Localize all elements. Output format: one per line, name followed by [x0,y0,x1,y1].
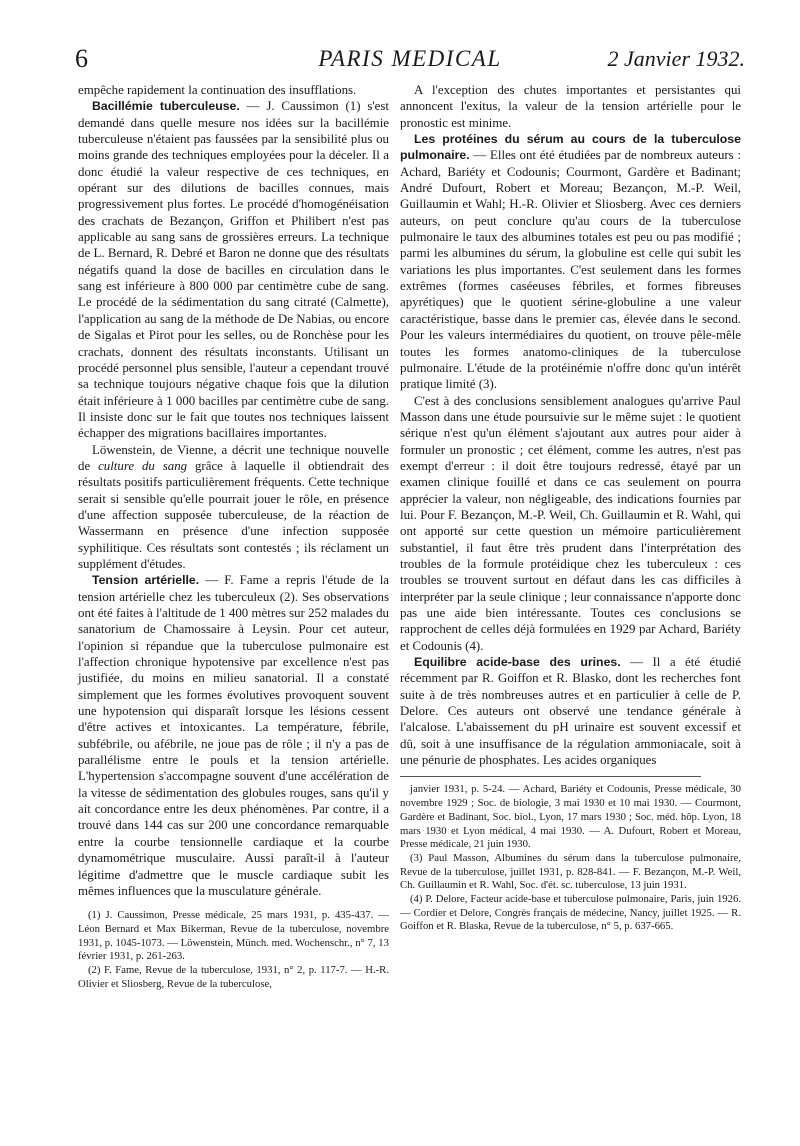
section-heading-tension: Tension artérielle. [92,573,200,588]
right-column [400,82,741,934]
lowenstein-emphasis: culture du sang [98,458,188,473]
footnotes-left [78,909,389,991]
lowenstein-text-a: Löwenstein, de Vienne, a décrit une technique nouvelle de [78,442,389,473]
footnote-1: (1) J. Caussimon, Presse médicale, 25 mars 1931, p. 435-437. — Léon Bernard et Max Bikerman, Revue de la tuberculose, novembre 1931, p. 1045-1073. — Löwenstein, Münch. med. Wochenschr., n° 7, 13 février 1931, p. 261-263. [78,909,389,963]
equilibre-paragraph [400,654,741,768]
journal-title: PARIS MEDICAL [318,46,502,71]
proteines-paragraph [400,131,741,393]
issue-date: 2 Janvier 1932. [607,46,745,71]
masson-paragraph: C'est à des conclusions sensiblement analogues qu'arrive Paul Masson dans une étude poursuivie sur le même sujet : le quotient sérique n'est qu'un élément s'ajoutant aux autres pour aider à formuler un pronostic ; cet élément, comme les autres, n'est pas exempt d'erreur : il doit être toujours redressé, étayé par un examen clinique fouillé et dans ce cas seulement on pourra apprécier la valeur, non négligeable, des indications fournies par lui. Pour F. Bezançon, M.-P. Weil, Ch. Guillaumin et R. Wahl, qui ont apporté sur cette question un mémoire particulièrement substantiel, il faut être très prudent dans l'interprétation des troubles de la formule protéidique chez les tuberculeux : ces troubles se trouvent surtout en défaut dans les cas difficiles à interpréter par la seule clinique ; leur connaissance n'apporte donc pas une aide bien intéressante. Toutes ces conclusions se rapprochent de celles déjà formulées en 1929 par Achard, Bariéty et Codounis (4). [400,393,741,653]
section-heading-proteines: Les protéines du sérum au cours de la tuberculose pulmonaire. [400,132,741,163]
running-header [75,44,745,84]
pronostic-paragraph: A l'exception des chutes importantes et persistantes qui annoncent l'exitus, la valeur de la tension artérielle pour le pronostic est minime. [400,83,741,130]
footnote-4: (4) P. Delore, Facteur acide-base et tuberculose pulmonaire, Paris, juin 1926. — Cordier et Delore, Congrès français de médecine, Nancy, juillet 1925. — R. Goiffon et R. Blaska, Revue de la tuberculose, n° 5, p. 637-665. [400,893,741,933]
footnote-3: (3) Paul Masson, Albumines du sérum dans la tuberculose pulmonaire, Revue de la tuberculose, juillet 1931, p. 828-841. — F. Bezançon, M.-P. Weil, Ch. Guillaumin et R. Wahl, Soc. d'ét. sc. tuberculose, 13 juin 1931. [400,851,741,892]
bacillemie-paragraph [78,98,389,441]
footnotes-right [400,783,741,934]
lowenstein-text-b: grâce à laquelle il obtiendrait des résultats positifs particulièrement fréquents. Cette technique serait si sensible qu'elle pourrait jouer le rôle, en présence d'une affection supposée tuberculeuse, de la réaction de Wassermann en présence d'une infection supposée syphilitique. Ces résultats sont contestés ; ils réclament un supplément d'études. [78,458,390,571]
bacillemie-text: — J. Caussimon (1) s'est demandé dans quelle mesure nos idées sur la bacillémie tuberculeuse n'étaient pas faussées par la sensibilité plus ou moins grande des techniques employées pour la déceler. Il a donc étudié la valeur respective de ces techniques, en opérant sur des dilutions de bacilles connues, mais progressivement plus fortes. Le procédé d'homogénéisation des crachats de Bezançon, Griffon et Philibert n'est pas applicable au sang sans de grossières erreurs. La technique de L. Bernard, R. Debré et Baron ne donne que des résultats négatifs quand la dose de bacilles en circulation dans le sang est inférieure à 800 000 par centimètre cube de sang. Le procédé de la sédimentation du sang citraté (Calmette), l'application au sang de la méthode de De Nabias, ou encore de Sigalas et Pirot pour les selles, ou de Ronchèse pour les crachats, donnent des résultats inconstants. Utilisant un procédé personnel plus sensible, l'auteur a cependant trouvé sa technique toujours négative chaque fois que la dilution était inférieure à 1 000 bacilles par centimètre cube de sang. Il insiste donc sur le fait que toutes nos techniques laissent échapper des migrations bacillaires importantes. [78,99,389,441]
section-heading-bacillemie: Bacillémie tuberculeuse. [92,99,240,114]
left-column [78,82,389,991]
footnote-2: (2) F. Fame, Revue de la tuberculose, 1931, n° 2, p. 117-7. — H.-R. Olivier et Sliosberg, Revue de la tuberculose, [78,964,389,990]
continued-paragraph: empêche rapidement la continuation des insufflations. [78,83,357,97]
tension-paragraph [78,572,389,899]
page-number: 6 [75,44,88,73]
proteines-text: — Elles ont été étudiées par de nombreux auteurs : Achard, Bariéty et Codounis; Courmont, Gardère et Badinant; André Dufourt, Robert et Moreau; Bezançon, M.-P. Weil, Guillaumin et Wahl; H.-R. Olivier et Sliosberg. Avec ces derniers auteurs, on peut conclure qu'au cours de la tuberculose pulmonaire le taux des albumines totales est peu ou pas modifié ; parmi les albumines du sérum, la globuline est celle qui subit les variations les plus importantes. C'est seulement dans les formes extrêmes (formes caséeuses fébriles, et formes fibreuses apyrétiques) que le quotient sérine-globuline a une valeur caractéristique, basse dans le premier cas, élevée dans le second. Pour les valeurs intermédiaires du quotient, on trouve pêle-mêle toutes les formes anatomo-cliniques de la tuberculose pulmonaire. L'étude de la protéinémie n'offre donc qu'un intérêt pratique limité (3). [400,148,741,392]
footnote-divider [400,776,701,777]
section-heading-equilibre: Equilibre acide-base des urines. [414,655,621,670]
lowenstein-paragraph [78,442,389,573]
equilibre-text: — Il a été étudié récemment par R. Goiffon et R. Blasko, dont les recherches font suite à de très nombreuses autres et en particulier à celle de P. Delore. Ces auteurs ont observé une tendance générale à l'alcalose. L'abaissement du pH urinaire est souvent excessif et dû, soit à une insuffisance de la régulation ammoniacale, soit à une pénurie de phosphates. Les acides organiques [400,655,742,768]
footnote-continuation: janvier 1931, p. 5-24. — Achard, Bariéty et Codounis, Presse médicale, 30 novembre 1929 ; Soc. de biologie, 3 mai 1930 et 10 mai 1930. — Courmont, Gardère et Badinant, Soc. biol., Lyon, 17 mars 1930 ; Soc. méd. hôp. Lyon, 18 mars 1930 et Lyon médical, 4 mai 1930. — A. Dufourt, Robert et Moreau, Presse médicale, 21 juin 1930. [400,783,741,851]
tension-text: — F. Fame a repris l'étude de la tension artérielle chez les tuberculeux (2). Ses observations ont été faites à l'altitude de 1 400 mètres sur 252 malades du sanatorium de Chamossaire à Leysin. Pour cet auteur, l'opinion si répandue que la tuberculose pulmonaire est l'affection chronique hypotensive par excellence n'est pas justifiée, du moins en milieu sanatorial. Il a constaté simplement que les formes évolutives provoquent souvent une hypotension qui disparaît lorsque les lésions cessent d'être actives et intoxicantes. La température, fébrile, subfébrile, ou afébrile, ne joue pas de rôle ; il n'y a pas de parallélisme entre le pouls et la tension artérielle. L'hypertension s'accompagne souvent d'une accélération de la vitesse de sédimentation des globules rouges, sans qu'il y ait concordance entre les deux phénomènes. Par contre, il a trouvé dans 144 cas sur 200 une concordance remarquable entre la courbe tensionnelle cardiaque et la courbe dynamométrique musculaire. Aussi paraît-il à l'auteur légitime d'admettre que le muscle cardiaque subit les mêmes influences que la musculature générale. [78,573,389,898]
